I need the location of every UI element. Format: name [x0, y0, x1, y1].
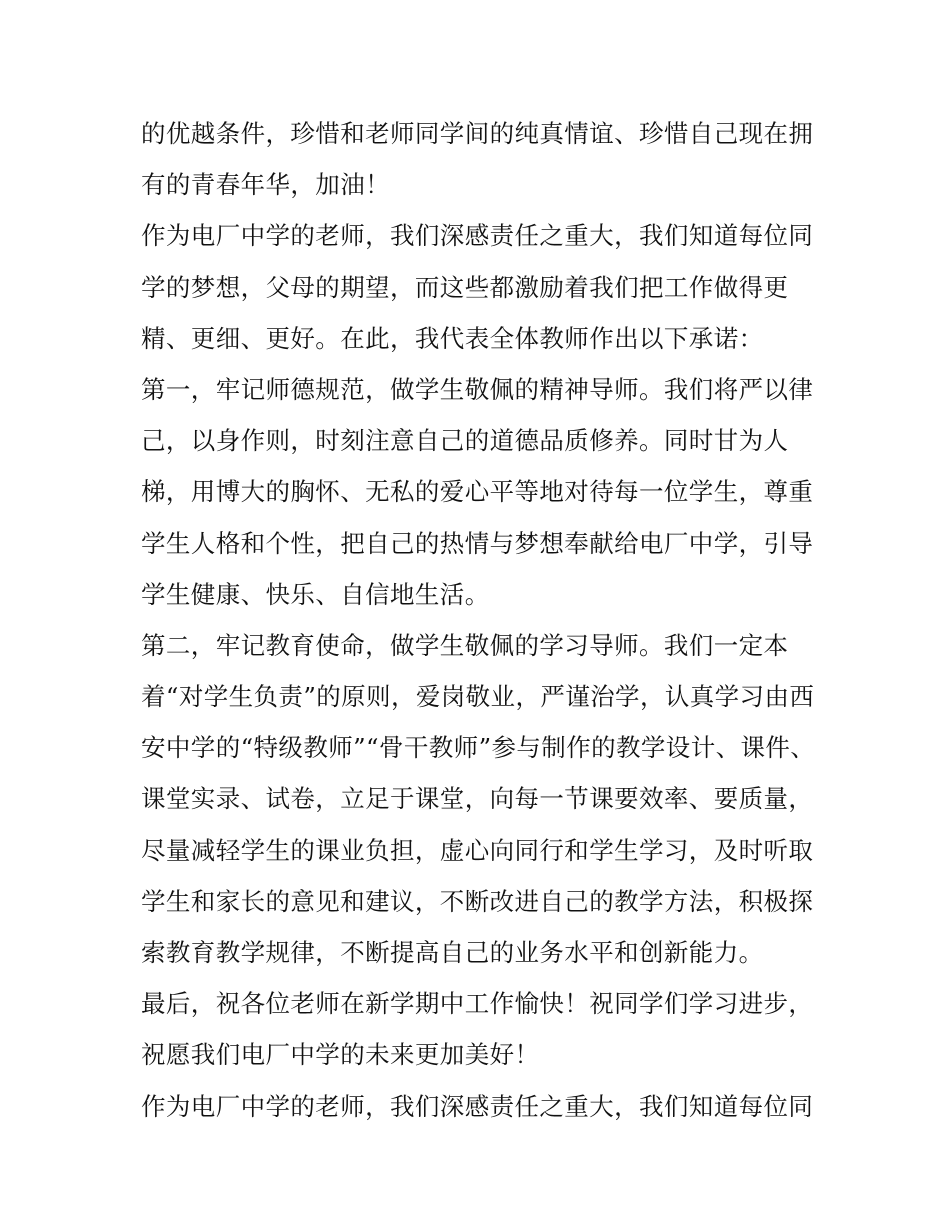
text-line: 安中学的“特级教师”“骨干教师”参与制作的教学设计、课件、: [141, 733, 816, 763]
text-line: 第二，牢记教育使命，做学生敬佩的学习导师。我们一定本: [141, 630, 789, 660]
text-line: 作为电厂中学的老师，我们深感责任之重大，我们知道每位同: [141, 1091, 814, 1121]
text-line: 己，以身作则，时刻注意自己的道德品质修养。同时甘为人: [141, 426, 789, 456]
text-line: 尽量减轻学生的课业负担，虚心向同行和学生学习，及时听取: [141, 835, 814, 865]
text-line: 第一，牢记师德规范，做学生敬佩的精神导师。我们将严以律: [141, 374, 814, 404]
text-line: 着“对学生负责”的原则，爱岗敬业，严谨治学，认真学习由西: [141, 682, 815, 712]
text-line: 作为电厂中学的老师，我们深感责任之重大，我们知道每位同: [141, 221, 814, 251]
text-line: 的优越条件，珍惜和老师同学间的纯真情谊、珍惜自己现在拥: [141, 119, 814, 148]
text-line: 祝愿我们电厂中学的未来更加美好！: [141, 1040, 540, 1070]
text-line: 学生和家长的意见和建议，不断改进自己的教学方法，积极探: [141, 886, 814, 916]
document-body: [141, 108, 821, 1132]
text-line: 学生健康、快乐、自信地生活。: [141, 579, 490, 609]
text-line: 梯，用博大的胸怀、无私的爱心平等地对待每一位学生，尊重: [141, 477, 814, 507]
text-line: 有的青春年华，加油！: [141, 170, 390, 200]
text-line: 精、更细、更好。在此，我代表全体教师作出以下承诺：: [141, 323, 764, 353]
text-line: 学生人格和个性，把自己的热情与梦想奉献给电厂中学，引导: [141, 528, 814, 558]
text-line: 学的梦想，父母的期望，而这些都激励着我们把工作做得更: [141, 272, 789, 302]
text-line: 索教育教学规律，不断提高自己的业务水平和创新能力。: [141, 938, 764, 967]
text-line: 最后，祝各位老师在新学期中工作愉快！祝同学们学习进步，: [141, 989, 814, 1019]
text-line: 课堂实录、试卷，立足于课堂，向每一节课要效率、要质量，: [141, 784, 814, 814]
